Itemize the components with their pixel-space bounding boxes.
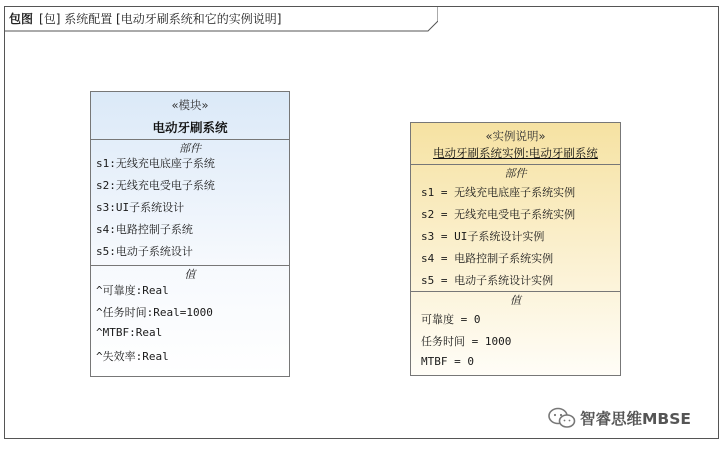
frame-kind: 包图 [9, 12, 34, 26]
wechat-icon [548, 407, 576, 429]
frame-name: [包] 系统配置 [电动牙刷系统和它的实例说明] [39, 12, 282, 26]
module-part-row[interactable]: s4:电路控制子系统 [96, 223, 193, 236]
module-value-row[interactable]: ^失效率:Real [96, 350, 169, 363]
module-part-row[interactable]: s3:UI子系统设计 [96, 201, 185, 214]
instance-slot-row[interactable]: s2 = 无线充电受电子系统实例 [421, 208, 576, 221]
module-part-row[interactable]: s2:无线充电受电子系统 [96, 179, 215, 192]
instance-slot-row[interactable]: s3 = UI子系统设计实例 [421, 230, 545, 243]
instance-values-title: 值 [510, 294, 521, 307]
module-value-row[interactable]: ^可靠度:Real [96, 284, 169, 297]
instance-parts-title: 部件 [504, 167, 527, 180]
module-value-row[interactable]: ^任务时间:Real=1000 [96, 306, 213, 319]
instance-value-row[interactable]: 任务时间 = 1000 [421, 335, 512, 348]
instance-name: 电动牙刷系统实例:电动牙刷系统 [433, 146, 598, 160]
module-value-row[interactable]: ^MTBF:Real [96, 326, 163, 339]
module-name: 电动牙刷系统 [152, 120, 228, 135]
instance-slot-row[interactable]: s5 = 电动子系统设计实例 [421, 274, 554, 287]
module-part-row[interactable]: s1:无线充电底座子系统 [96, 157, 215, 170]
module-part-row[interactable]: s5:电动子系统设计 [96, 245, 193, 258]
instance-block[interactable] [410, 122, 621, 376]
instance-value-row[interactable]: 可靠度 = 0 [421, 313, 481, 326]
instance-stereotype: «实例说明» [485, 129, 546, 143]
module-block[interactable] [90, 91, 290, 377]
module-values-title: 值 [184, 268, 196, 281]
instance-slot-row[interactable]: s1 = 无线充电底座子系统实例 [421, 186, 576, 199]
module-stereotype: «模块» [171, 98, 209, 112]
watermark-text: 智睿思维MBSE [580, 410, 691, 428]
module-parts-title: 部件 [179, 142, 201, 155]
frame-title [9, 10, 281, 27]
instance-slot-row[interactable]: s4 = 电路控制子系统实例 [421, 252, 554, 265]
instance-value-row[interactable]: MTBF = 0 [421, 355, 474, 368]
